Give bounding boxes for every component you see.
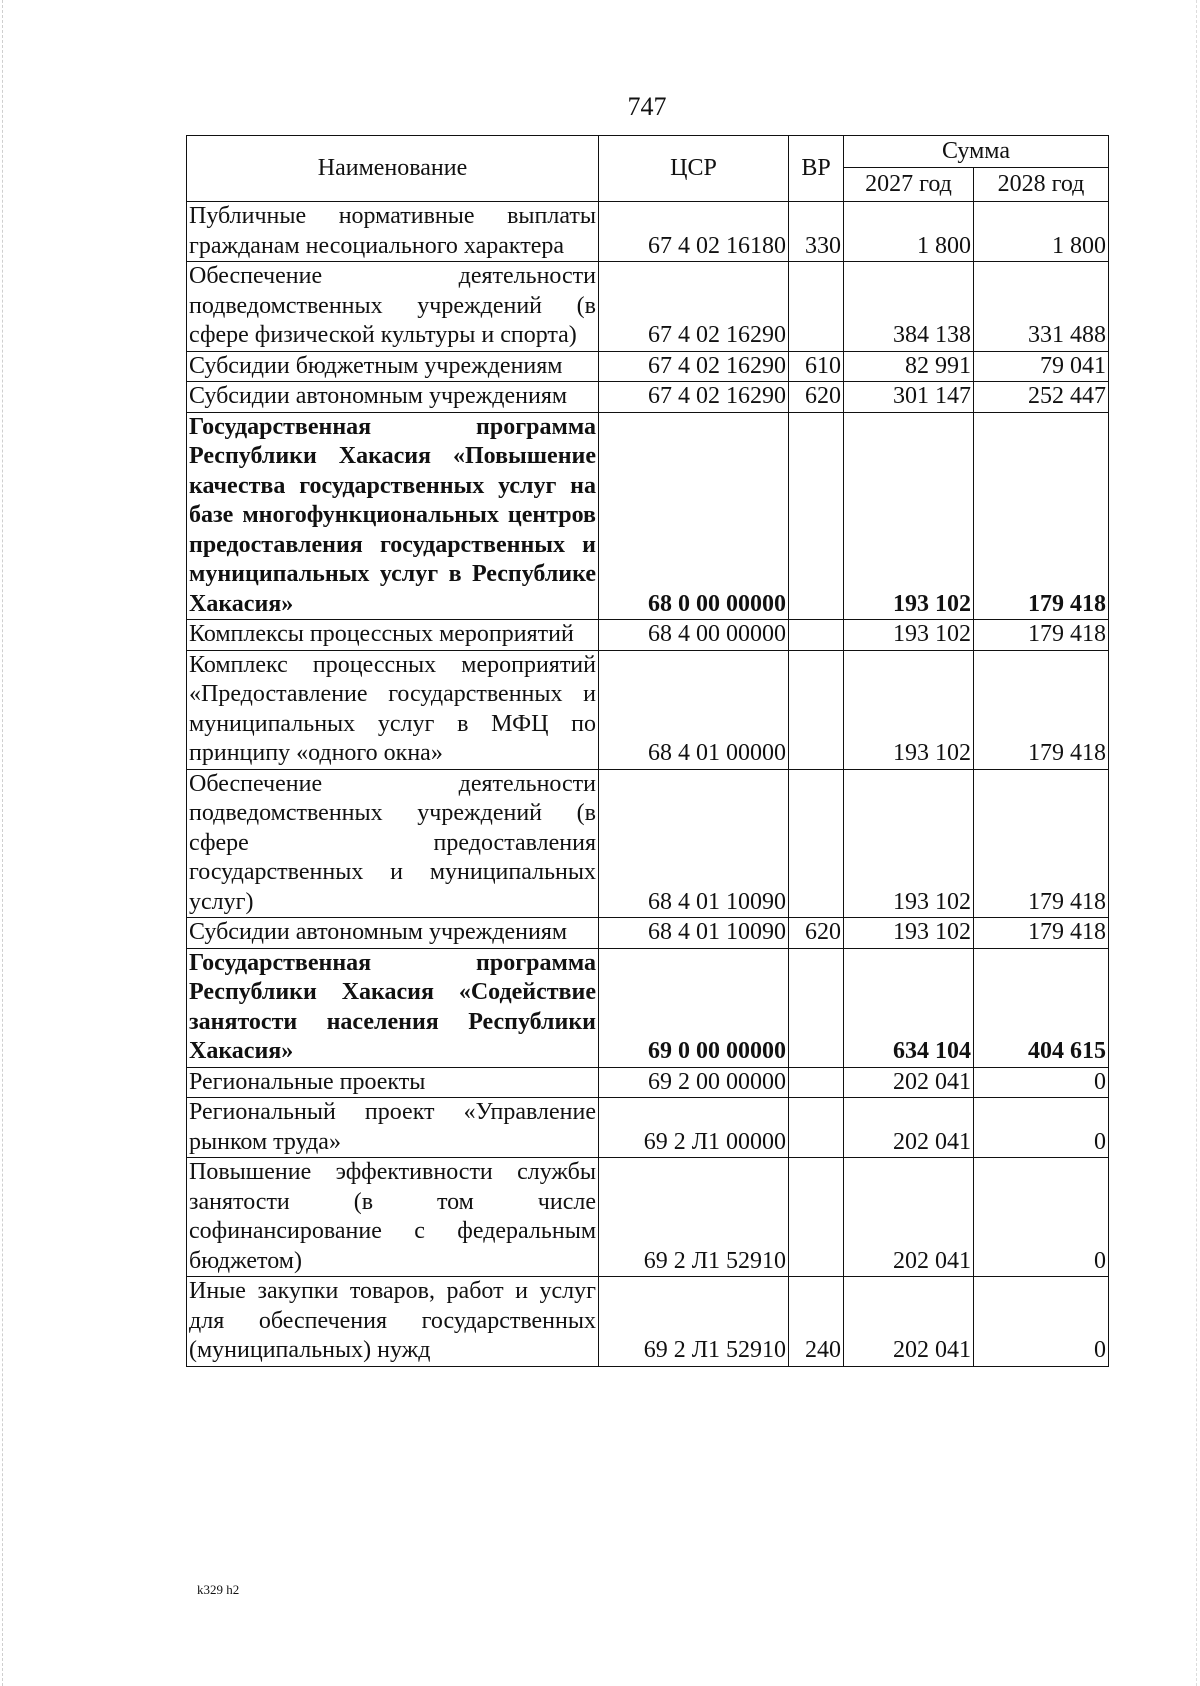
row-name: Комплексы процессных мероприятий	[187, 620, 599, 651]
row-csr: 69 2 Л1 52910	[599, 1158, 789, 1277]
row-csr: 68 4 01 10090	[599, 769, 789, 918]
row-sum-2028: 0	[974, 1277, 1109, 1367]
row-name: Государственная программа Республики Хакасия «Повышение качества государственных услуг на базе многофункциональных центров предоставления государственных и муниципальных услуг в Республике Хакасия»	[187, 412, 599, 620]
header-year-2027: 2027 год	[844, 168, 974, 202]
row-sum-2028: 0	[974, 1158, 1109, 1277]
row-sum-2027: 202 041	[844, 1277, 974, 1367]
row-name: Публичные нормативные выплаты гражданам несоциального характера	[187, 202, 599, 262]
row-sum-2028: 0	[974, 1098, 1109, 1158]
row-sum-2028: 179 418	[974, 620, 1109, 651]
row-sum-2027: 193 102	[844, 412, 974, 620]
row-csr: 67 4 02 16290	[599, 351, 789, 382]
row-vr	[789, 1098, 844, 1158]
row-sum-2028: 179 418	[974, 650, 1109, 769]
header-year-2028: 2028 год	[974, 168, 1109, 202]
table-row	[187, 620, 1109, 651]
row-vr: 620	[789, 918, 844, 949]
row-vr	[789, 620, 844, 651]
row-sum-2027: 384 138	[844, 262, 974, 352]
row-csr: 67 4 02 16180	[599, 202, 789, 262]
row-name: Субсидии бюджетным учреждениям	[187, 351, 599, 382]
row-sum-2027: 301 147	[844, 382, 974, 413]
table-row	[187, 351, 1109, 382]
table-body	[187, 202, 1109, 1367]
scan-edge-left	[2, 0, 3, 1686]
table-row	[187, 1067, 1109, 1098]
table-header	[187, 136, 1109, 202]
row-sum-2028: 331 488	[974, 262, 1109, 352]
row-csr: 69 0 00 00000	[599, 948, 789, 1067]
row-sum-2027: 202 041	[844, 1158, 974, 1277]
scan-edge-right	[1196, 0, 1197, 1686]
row-sum-2028: 1 800	[974, 202, 1109, 262]
row-csr: 67 4 02 16290	[599, 262, 789, 352]
row-csr: 68 0 00 00000	[599, 412, 789, 620]
row-vr: 330	[789, 202, 844, 262]
row-vr: 240	[789, 1277, 844, 1367]
row-vr: 620	[789, 382, 844, 413]
table-row	[187, 202, 1109, 262]
row-csr: 68 4 00 00000	[599, 620, 789, 651]
row-sum-2027: 193 102	[844, 918, 974, 949]
row-vr	[789, 948, 844, 1067]
row-name: Иные закупки товаров, работ и услуг для обеспечения государственных (муниципальных) нужд	[187, 1277, 599, 1367]
row-sum-2028: 252 447	[974, 382, 1109, 413]
row-sum-2028: 179 418	[974, 412, 1109, 620]
row-vr	[789, 1158, 844, 1277]
row-name: Повышение эффективности службы занятости (в том числе софинансирование с федеральным бюджетом)	[187, 1158, 599, 1277]
budget-table	[186, 135, 1109, 1367]
row-vr	[789, 1067, 844, 1098]
row-sum-2027: 82 991	[844, 351, 974, 382]
header-sum: Сумма	[844, 136, 1109, 168]
page-number: 747	[627, 92, 667, 121]
row-csr: 69 2 Л1 00000	[599, 1098, 789, 1158]
row-name: Региональный проект «Управление рынком труда»	[187, 1098, 599, 1158]
table-row	[187, 650, 1109, 769]
row-sum-2027: 202 041	[844, 1067, 974, 1098]
row-csr: 67 4 02 16290	[599, 382, 789, 413]
table-row	[187, 1277, 1109, 1367]
row-vr	[789, 262, 844, 352]
row-sum-2027: 193 102	[844, 650, 974, 769]
row-sum-2027: 202 041	[844, 1098, 974, 1158]
table-row	[187, 948, 1109, 1067]
row-sum-2027: 193 102	[844, 769, 974, 918]
table-row	[187, 1158, 1109, 1277]
table-row	[187, 769, 1109, 918]
header-vr: ВР	[789, 136, 844, 202]
footer-code: k329 h2	[197, 1582, 240, 1597]
row-vr: 610	[789, 351, 844, 382]
row-sum-2028: 79 041	[974, 351, 1109, 382]
row-csr: 68 4 01 10090	[599, 918, 789, 949]
row-name: Комплекс процессных мероприятий «Предоставление государственных и муниципальных услуг в МФЦ по принципу «одного окна»	[187, 650, 599, 769]
table-row	[187, 1098, 1109, 1158]
row-name: Обеспечение деятельности подведомственных учреждений (в сфере физической культуры и спорта)	[187, 262, 599, 352]
row-csr: 69 2 Л1 52910	[599, 1277, 789, 1367]
row-csr: 69 2 00 00000	[599, 1067, 789, 1098]
header-csr: ЦСР	[599, 136, 789, 202]
table-row	[187, 262, 1109, 352]
row-csr: 68 4 01 00000	[599, 650, 789, 769]
row-name: Субсидии автономным учреждениям	[187, 382, 599, 413]
row-sum-2027: 193 102	[844, 620, 974, 651]
row-sum-2027: 634 104	[844, 948, 974, 1067]
table-row	[187, 382, 1109, 413]
table-row	[187, 918, 1109, 949]
row-vr	[789, 769, 844, 918]
row-name: Региональные проекты	[187, 1067, 599, 1098]
row-name: Государственная программа Республики Хакасия «Содействие занятости населения Республики Хакасия»	[187, 948, 599, 1067]
header-name: Наименование	[187, 136, 599, 202]
row-name: Обеспечение деятельности подведомственных учреждений (в сфере предоставления государственных и муниципальных услуг)	[187, 769, 599, 918]
row-sum-2028: 0	[974, 1067, 1109, 1098]
table-row	[187, 412, 1109, 620]
row-sum-2028: 404 615	[974, 948, 1109, 1067]
row-vr	[789, 412, 844, 620]
row-sum-2028: 179 418	[974, 918, 1109, 949]
row-sum-2028: 179 418	[974, 769, 1109, 918]
row-vr	[789, 650, 844, 769]
row-name: Субсидии автономным учреждениям	[187, 918, 599, 949]
row-sum-2027: 1 800	[844, 202, 974, 262]
